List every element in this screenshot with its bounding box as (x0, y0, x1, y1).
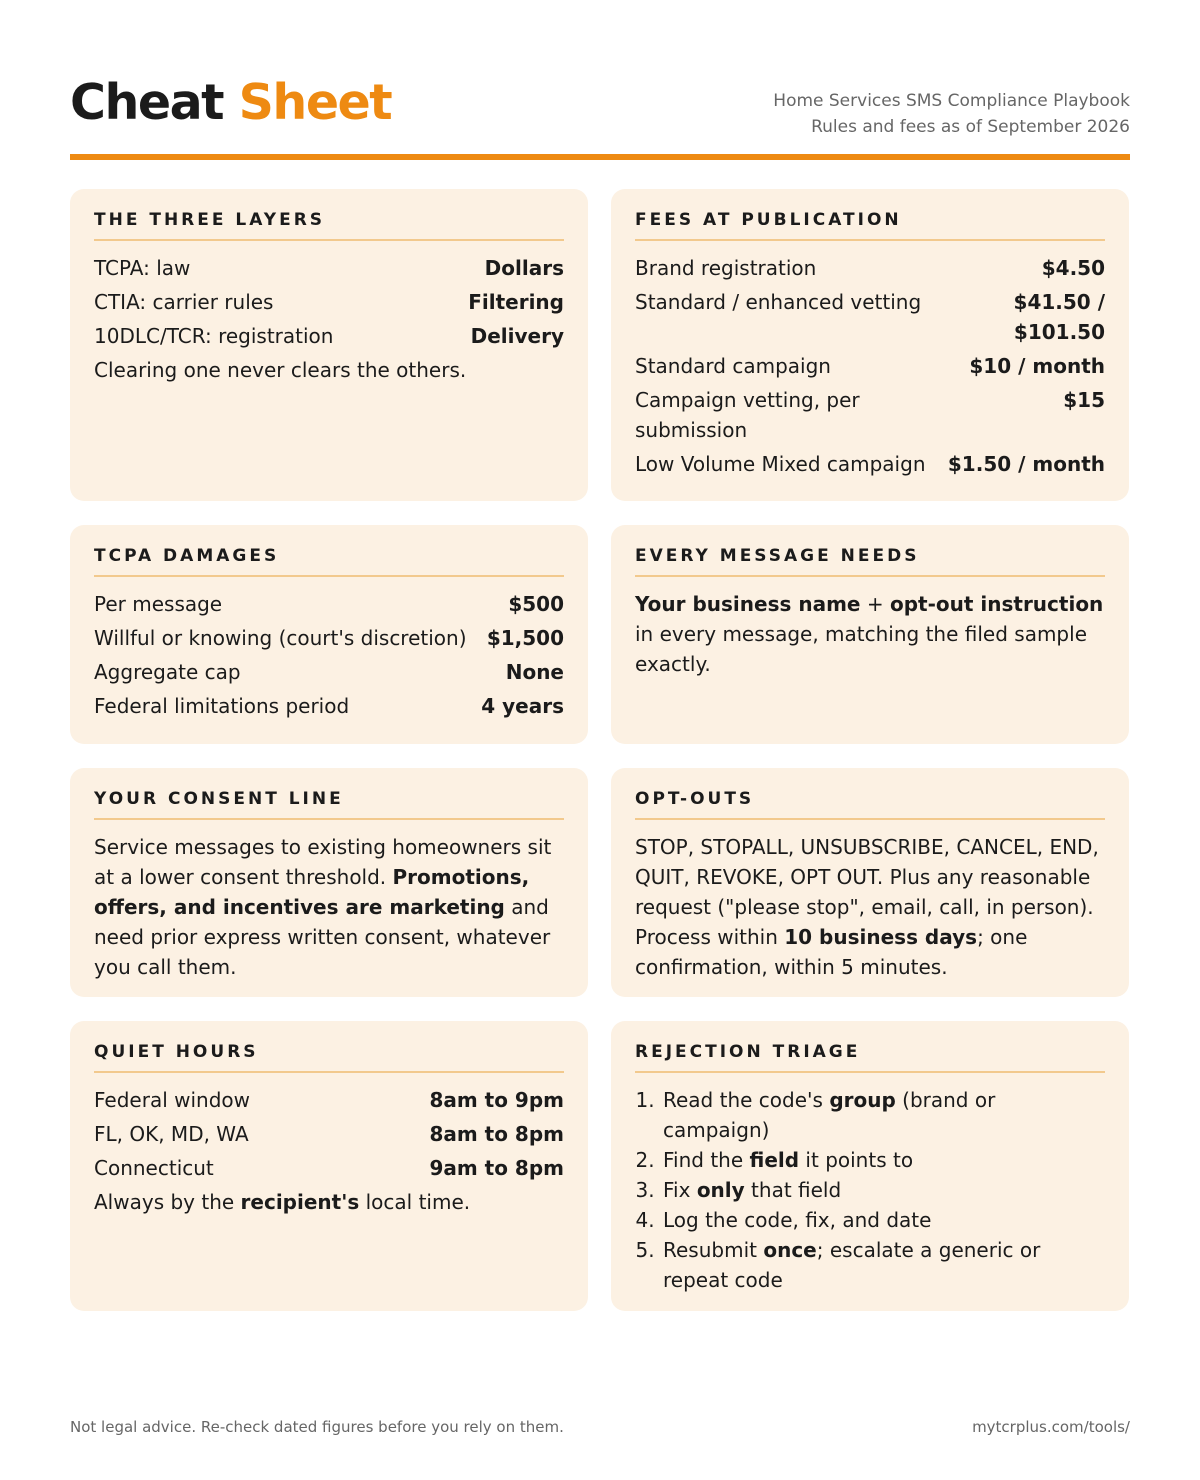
table-row (635, 385, 1105, 445)
card-message-needs (611, 525, 1129, 744)
row-label: Standard / enhanced vetting (635, 290, 922, 314)
card-title: EVERY MESSAGE NEEDS (635, 545, 1105, 577)
text-part: local time. (359, 1190, 471, 1214)
text-part: Log the code, fix, and date (663, 1208, 932, 1232)
card-title: TCPA DAMAGES (94, 545, 564, 577)
card-title: QUIET HOURS (94, 1041, 564, 1073)
row-label: Willful or knowing (court's discretion) (94, 626, 467, 650)
text-plus: + (860, 592, 890, 616)
row-value: $10 / month (969, 354, 1105, 378)
list-item (661, 1145, 1105, 1175)
text-part: ; escalate a generic or repeat code (663, 1238, 1041, 1292)
text-part: Resubmit (663, 1238, 764, 1262)
table-row (635, 351, 1105, 381)
row-value: $4.50 (1041, 256, 1105, 280)
card-title: REJECTION TRIAGE (635, 1041, 1105, 1073)
subtitle-line-2: Rules and fees as of September 2026 (811, 117, 1130, 137)
bold-text: opt-out instruction (889, 592, 1104, 616)
table-row (94, 1085, 564, 1115)
table-row (94, 287, 564, 317)
table-row (94, 321, 564, 351)
card-note (94, 1187, 564, 1217)
text-part: ; one confirmation, within 5 minutes. (635, 925, 1028, 979)
bold-text: field (749, 1148, 800, 1172)
table-row (94, 1153, 564, 1183)
text-part: that field (744, 1178, 842, 1202)
row-value: None (505, 660, 564, 684)
bold-text: once (763, 1238, 817, 1262)
list-item (661, 1085, 1105, 1145)
row-label: Campaign vetting, per submission (635, 388, 860, 442)
card-three-layers (70, 189, 588, 501)
list-item (661, 1175, 1105, 1205)
row-value: $15 (1063, 388, 1105, 412)
text-part: Fix (663, 1178, 697, 1202)
table-row (94, 1119, 564, 1149)
table-row (94, 253, 564, 283)
row-value: Delivery (470, 324, 564, 348)
text-part: (brand or campaign) (663, 1088, 996, 1142)
text-part: Always by the (94, 1190, 241, 1214)
footer-url[interactable]: mytcrplus.com/tools/ (972, 1418, 1130, 1436)
text-part: it points to (799, 1148, 914, 1172)
row-value: 4 years (481, 694, 564, 718)
card-text (94, 832, 564, 982)
page-header (70, 70, 1130, 160)
row-label: Brand registration (635, 256, 817, 280)
card-tcpa-damages (70, 525, 588, 744)
card-opt-outs (611, 768, 1129, 997)
bold-text: 10 business days (784, 925, 978, 949)
row-value: $41.50 / $101.50 (1013, 290, 1105, 344)
row-label: TCPA: law (94, 256, 191, 280)
page-title (70, 74, 391, 131)
card-title: THE THREE LAYERS (94, 209, 564, 241)
card-text (635, 589, 1105, 679)
table-row (94, 691, 564, 721)
bold-text: only (696, 1178, 745, 1202)
row-label: 10DLC/TCR: registration (94, 324, 334, 348)
row-label: Federal window (94, 1088, 250, 1112)
card-consent-line (70, 768, 588, 997)
card-title: FEES AT PUBLICATION (635, 209, 1105, 241)
list-item (661, 1235, 1105, 1295)
card-title: YOUR CONSENT LINE (94, 788, 564, 820)
subtitle-line-1: Home Services SMS Compliance Playbook (773, 91, 1130, 111)
bold-text: recipient's (240, 1190, 360, 1214)
table-row (94, 589, 564, 619)
text-part: STOP, STOPALL, UNSUBSCRIBE, CANCEL, END, QUIT, REVOKE, OPT OUT. Plus any reasonable request ("please stop", email, call, in person). Process within (635, 835, 1099, 949)
card-quiet-hours (70, 1021, 588, 1311)
bold-text: group (829, 1088, 896, 1112)
text-part: Service messages to existing homeowners sit at a lower consent threshold. (94, 835, 552, 889)
table-row (635, 449, 1105, 479)
row-label: Per message (94, 592, 223, 616)
row-value: $1,500 (486, 626, 564, 650)
row-value: $1.50 / month (947, 452, 1105, 476)
row-label: FL, OK, MD, WA (94, 1122, 249, 1146)
card-rejection-triage (611, 1021, 1129, 1311)
list-item (661, 1205, 1105, 1235)
row-label: Standard campaign (635, 354, 831, 378)
text-part: Read the code's (663, 1088, 830, 1112)
row-label: Federal limitations period (94, 694, 350, 718)
text-part: Find the (663, 1148, 750, 1172)
table-row (635, 253, 1105, 283)
card-note: Clearing one never clears the others. (94, 358, 467, 382)
text-rest: in every message, matching the filed sample exactly. (635, 622, 1087, 676)
bold-text: Your business name (635, 592, 861, 616)
title-accent: Sheet (238, 74, 392, 131)
row-value: $500 (508, 592, 564, 616)
card-title: OPT-OUTS (635, 788, 1105, 820)
row-value: 9am to 8pm (429, 1156, 564, 1180)
row-value: 8am to 8pm (429, 1122, 564, 1146)
title-main: Cheat (70, 74, 224, 131)
row-label: CTIA: carrier rules (94, 290, 274, 314)
card-text (635, 832, 1105, 982)
bold-text: Promotions, offers, and incentives are marketing (94, 865, 530, 919)
row-value: 8am to 9pm (429, 1088, 564, 1112)
card-fees (611, 189, 1129, 501)
triage-steps (661, 1085, 1105, 1295)
text-part: and need prior express written consent, whatever you call them. (94, 895, 551, 979)
page-subtitle (773, 88, 1130, 140)
footer-disclaimer: Not legal advice. Re-check dated figures before you rely on them. (70, 1418, 564, 1436)
row-label: Connecticut (94, 1156, 214, 1180)
row-value: Dollars (484, 256, 564, 280)
row-label: Low Volume Mixed campaign (635, 452, 926, 476)
row-value: Filtering (468, 290, 564, 314)
table-row (635, 287, 1105, 347)
row-label: Aggregate cap (94, 660, 241, 684)
table-row (94, 623, 564, 653)
table-row (94, 657, 564, 687)
